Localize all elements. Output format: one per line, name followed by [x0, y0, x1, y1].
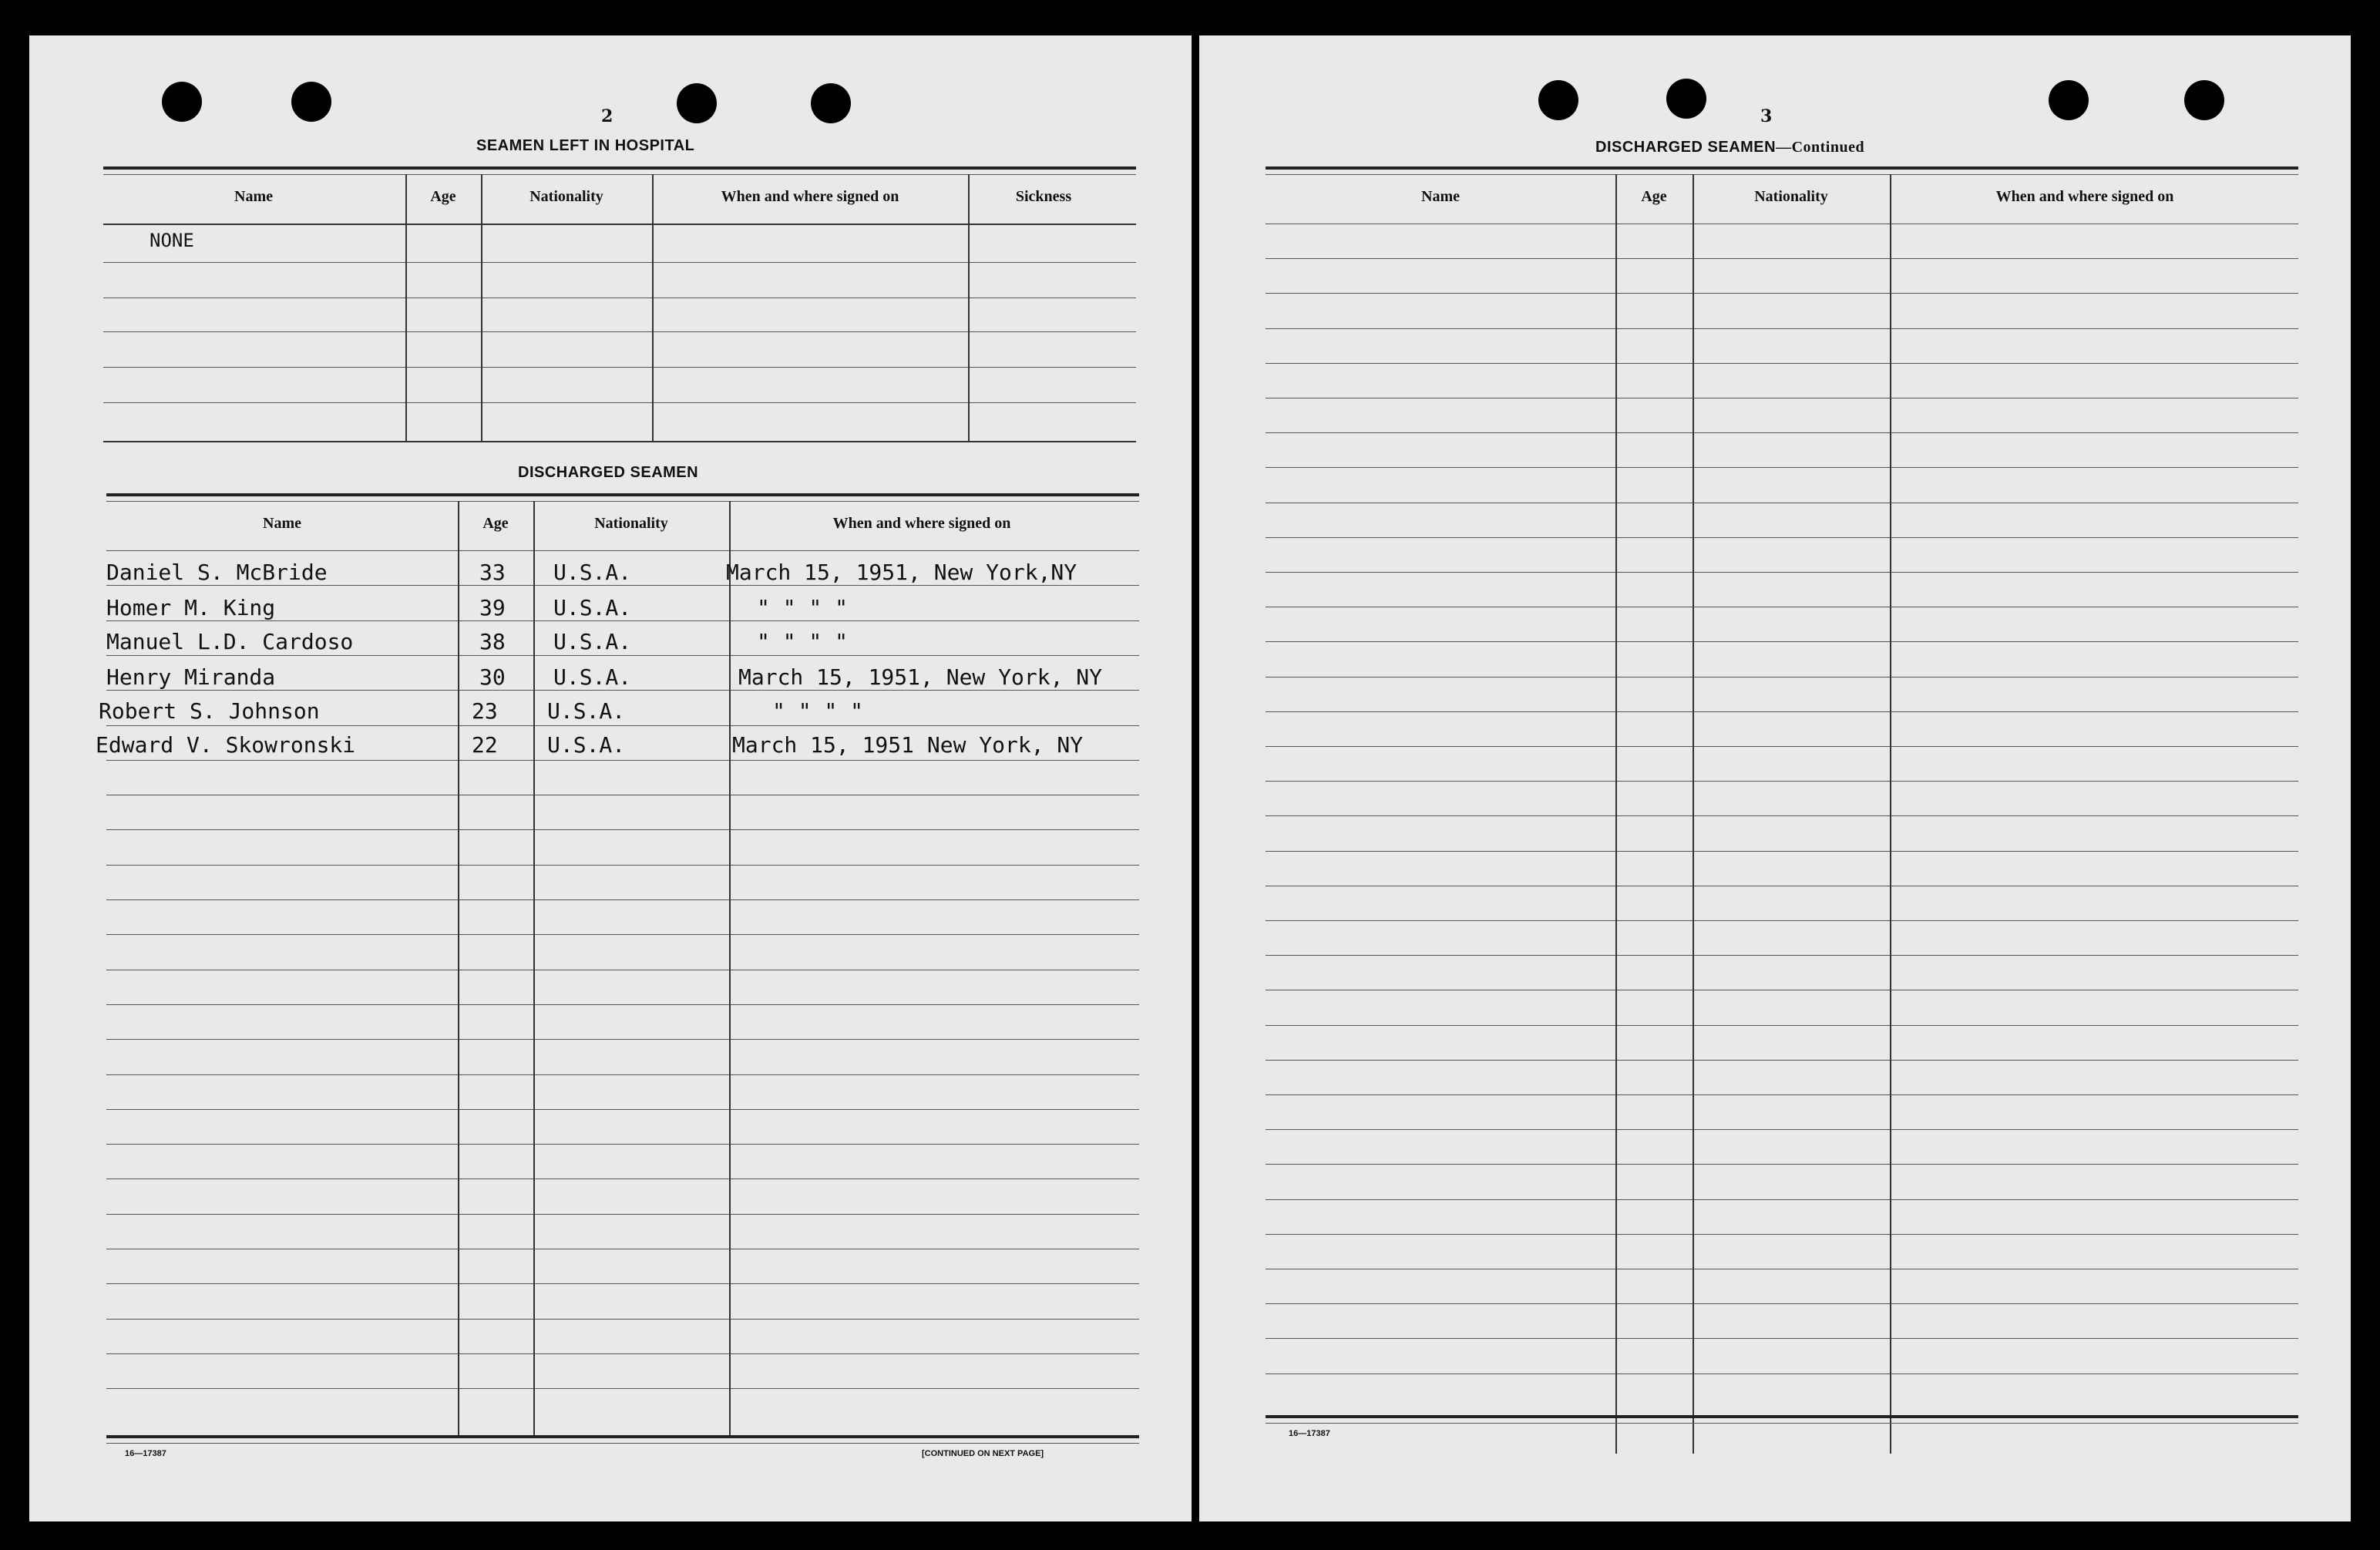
ruled-line	[1266, 328, 2298, 329]
ruled-line	[1266, 1094, 2298, 1095]
punch-hole-icon	[677, 83, 717, 123]
col-header-signed-on: When and where signed on	[1995, 188, 2174, 205]
ruled-line	[1266, 432, 2298, 433]
seaman-nationality: U.S.A.	[547, 732, 626, 758]
ruled-line	[1266, 1164, 2298, 1165]
punch-hole-icon	[1538, 80, 1578, 120]
ruled-line	[1266, 920, 2298, 921]
ruled-line	[106, 1353, 1139, 1354]
ruled-line	[1266, 1234, 2298, 1235]
continued-note: [CONTINUED ON NEXT PAGE]	[922, 1449, 1044, 1458]
ruled-line	[1266, 815, 2298, 816]
ruled-line	[1266, 711, 2298, 712]
seaman-name: Henry Miranda	[106, 664, 276, 690]
ruled-line	[1266, 258, 2298, 259]
ruled-line	[106, 655, 1139, 656]
col-header-name: Name	[1421, 188, 1460, 205]
seaman-signed-on: March 15, 1951, New York,NY	[726, 560, 1077, 585]
ruled-line	[106, 1283, 1139, 1284]
ruled-line	[1266, 641, 2298, 642]
ruled-line	[106, 690, 1139, 691]
section-title-suffix: —Continued	[1776, 139, 1865, 156]
seaman-name: Homer M. King	[106, 595, 276, 620]
seaman-signed-on: March 15, 1951 New York, NY	[732, 732, 1084, 758]
ruled-line	[106, 550, 1139, 551]
seaman-signed-on: " " " "	[757, 595, 849, 620]
col-header-signed-on: When and where signed on	[832, 515, 1011, 532]
hospital-section-title: SEAMEN LEFT IN HOSPITAL	[476, 137, 695, 154]
left-page	[29, 35, 1192, 1521]
col-header-sickness: Sickness	[1015, 188, 1072, 205]
ruled-line	[106, 1144, 1139, 1145]
ruled-line	[1266, 1129, 2298, 1130]
ruled-line	[1266, 467, 2298, 468]
discharged-section-title: DISCHARGED SEAMEN	[518, 464, 699, 481]
ruled-line	[1266, 1199, 2298, 1200]
ruled-line	[1266, 572, 2298, 573]
ruled-line	[1266, 363, 2298, 364]
ruled-line	[106, 760, 1139, 761]
punch-hole-icon	[2184, 80, 2224, 120]
page-number: 3	[1760, 106, 1773, 126]
seaman-name: Daniel S. McBride	[106, 560, 328, 585]
ruled-line	[106, 1319, 1139, 1320]
col-header-age: Age	[430, 188, 456, 205]
punch-hole-icon	[162, 82, 202, 122]
seaman-name: Manuel L.D. Cardoso	[106, 629, 354, 654]
seaman-nationality: U.S.A.	[553, 595, 632, 620]
seaman-age: 39	[479, 595, 506, 620]
ruled-line	[106, 1004, 1139, 1005]
punch-hole-icon	[1666, 79, 1706, 119]
seaman-signed-on: " " " "	[772, 698, 864, 724]
col-header-nationality: Nationality	[594, 515, 668, 532]
ruled-line	[106, 1388, 1139, 1389]
col-header-name: Name	[263, 515, 301, 532]
ruled-line	[106, 899, 1139, 900]
seaman-age: 22	[472, 732, 498, 758]
col-header-signed-on: When and where signed on	[721, 188, 899, 205]
seaman-age: 30	[479, 664, 506, 690]
ruled-line	[1266, 293, 2298, 294]
seaman-age: 23	[472, 698, 498, 724]
col-header-nationality: Nationality	[1754, 188, 1828, 205]
ruled-line	[1266, 746, 2298, 747]
col-header-age: Age	[1641, 188, 1667, 205]
col-header-age: Age	[482, 515, 509, 532]
ruled-line	[106, 865, 1139, 866]
seaman-nationality: U.S.A.	[553, 664, 632, 690]
ruled-line	[1266, 781, 2298, 782]
ruled-line	[106, 1214, 1139, 1215]
seaman-signed-on: " " " "	[757, 629, 849, 654]
ruled-line	[106, 934, 1139, 935]
ruled-line	[1266, 1303, 2298, 1304]
seaman-age: 38	[479, 629, 506, 654]
ruled-line	[1266, 1373, 2298, 1374]
section-title-main: DISCHARGED SEAMEN	[1595, 139, 1777, 156]
ruled-line	[106, 1039, 1139, 1040]
form-number: 16—17387	[1289, 1429, 1330, 1438]
ruled-line	[1266, 1060, 2298, 1061]
seaman-nationality: U.S.A.	[547, 698, 626, 724]
seaman-signed-on: March 15, 1951, New York, NY	[738, 664, 1103, 690]
ruled-line	[106, 1074, 1139, 1075]
form-number: 16—17387	[125, 1449, 166, 1458]
right-page	[1199, 35, 2351, 1521]
hospital-entry-none: NONE	[150, 230, 194, 251]
page-number: 2	[601, 106, 613, 126]
col-header-name: Name	[234, 188, 273, 205]
seaman-age: 33	[479, 560, 506, 585]
ruled-line	[106, 829, 1139, 830]
ruled-line	[1266, 1025, 2298, 1026]
ruled-line	[1266, 537, 2298, 538]
continued-section-title	[1595, 139, 1864, 156]
ruled-line	[106, 725, 1139, 726]
ruled-line	[106, 1109, 1139, 1110]
seaman-nationality: U.S.A.	[553, 560, 632, 585]
seaman-nationality: U.S.A.	[553, 629, 632, 654]
punch-hole-icon	[2049, 80, 2089, 120]
seaman-name: Edward V. Skowronski	[96, 732, 356, 758]
ruled-line	[1266, 1338, 2298, 1339]
punch-hole-icon	[811, 83, 851, 123]
ruled-line	[106, 1178, 1139, 1179]
ruled-line	[106, 585, 1139, 586]
col-header-nationality: Nationality	[529, 188, 603, 205]
punch-hole-icon	[291, 82, 331, 122]
ruled-line	[1266, 955, 2298, 956]
seaman-name: Robert S. Johnson	[99, 698, 320, 724]
ruled-line	[1266, 851, 2298, 852]
